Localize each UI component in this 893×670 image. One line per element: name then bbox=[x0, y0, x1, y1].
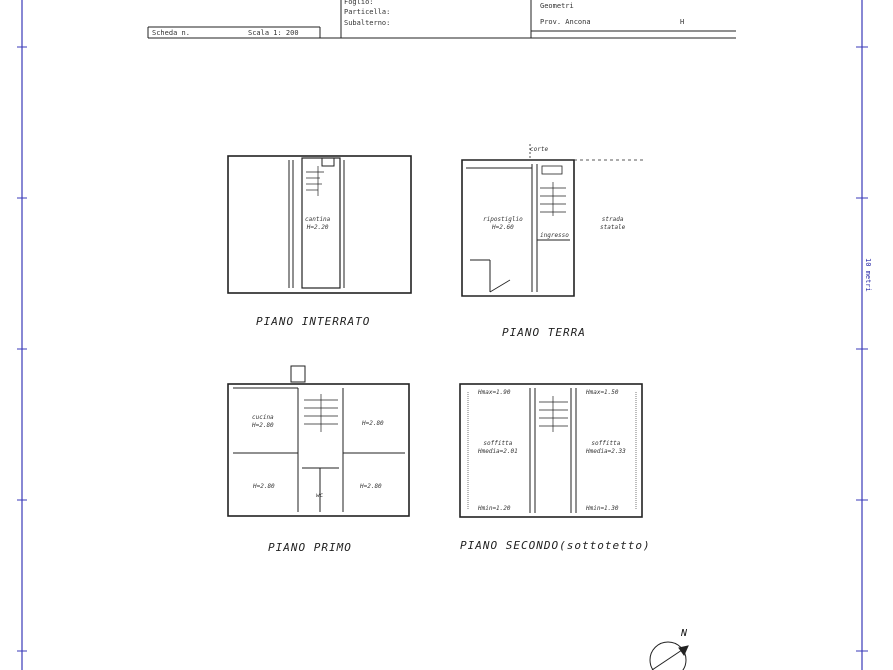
room-label: ingresso bbox=[540, 232, 569, 239]
room-label: soffitta Hmedia=2.33 bbox=[586, 440, 626, 455]
room-label: H=2.80 bbox=[360, 483, 382, 490]
room-label: strada statale bbox=[600, 216, 626, 231]
room-label: H=2.80 bbox=[253, 483, 275, 490]
room-label: wc bbox=[316, 492, 324, 499]
room-label: cantina H=2.20 bbox=[305, 216, 331, 231]
header-scala: Scala 1: 200 bbox=[248, 29, 299, 37]
scale-ruler-label: 10 metri bbox=[864, 258, 872, 292]
room-label: Hmax=1.50 bbox=[586, 389, 619, 396]
header-particella: Particella: bbox=[344, 8, 391, 16]
room-label: soffitta Hmedia=2.01 bbox=[478, 440, 518, 455]
header-foglio: Foglio: bbox=[344, 0, 374, 6]
header-flag: H bbox=[680, 18, 685, 26]
caption-piano-secondo: PIANO SECONDO(sottotetto) bbox=[460, 539, 651, 552]
header-geometri: Geometri bbox=[540, 2, 574, 10]
header-prov: Prov. Ancona bbox=[540, 18, 591, 26]
room-label: ripostiglio H=2.60 bbox=[483, 216, 523, 231]
header-subalterno: Subalterno: bbox=[344, 19, 391, 27]
caption-piano-interrato: PIANO INTERRATO bbox=[256, 315, 371, 328]
room-label: Hmax=1.90 bbox=[478, 389, 511, 396]
room-label: H=2.80 bbox=[362, 420, 384, 427]
caption-piano-terra: PIANO TERRA bbox=[502, 326, 586, 339]
header-scheda: Scheda n. bbox=[152, 29, 190, 37]
room-label: cucina H=2.80 bbox=[252, 414, 274, 429]
north-label: N bbox=[681, 628, 688, 639]
caption-piano-primo: PIANO PRIMO bbox=[268, 541, 352, 554]
room-label: corte bbox=[530, 146, 549, 153]
room-label: Hmin=1.20 bbox=[478, 505, 511, 512]
room-label: Hmin=1.30 bbox=[586, 505, 619, 512]
north-arrow bbox=[650, 642, 688, 670]
